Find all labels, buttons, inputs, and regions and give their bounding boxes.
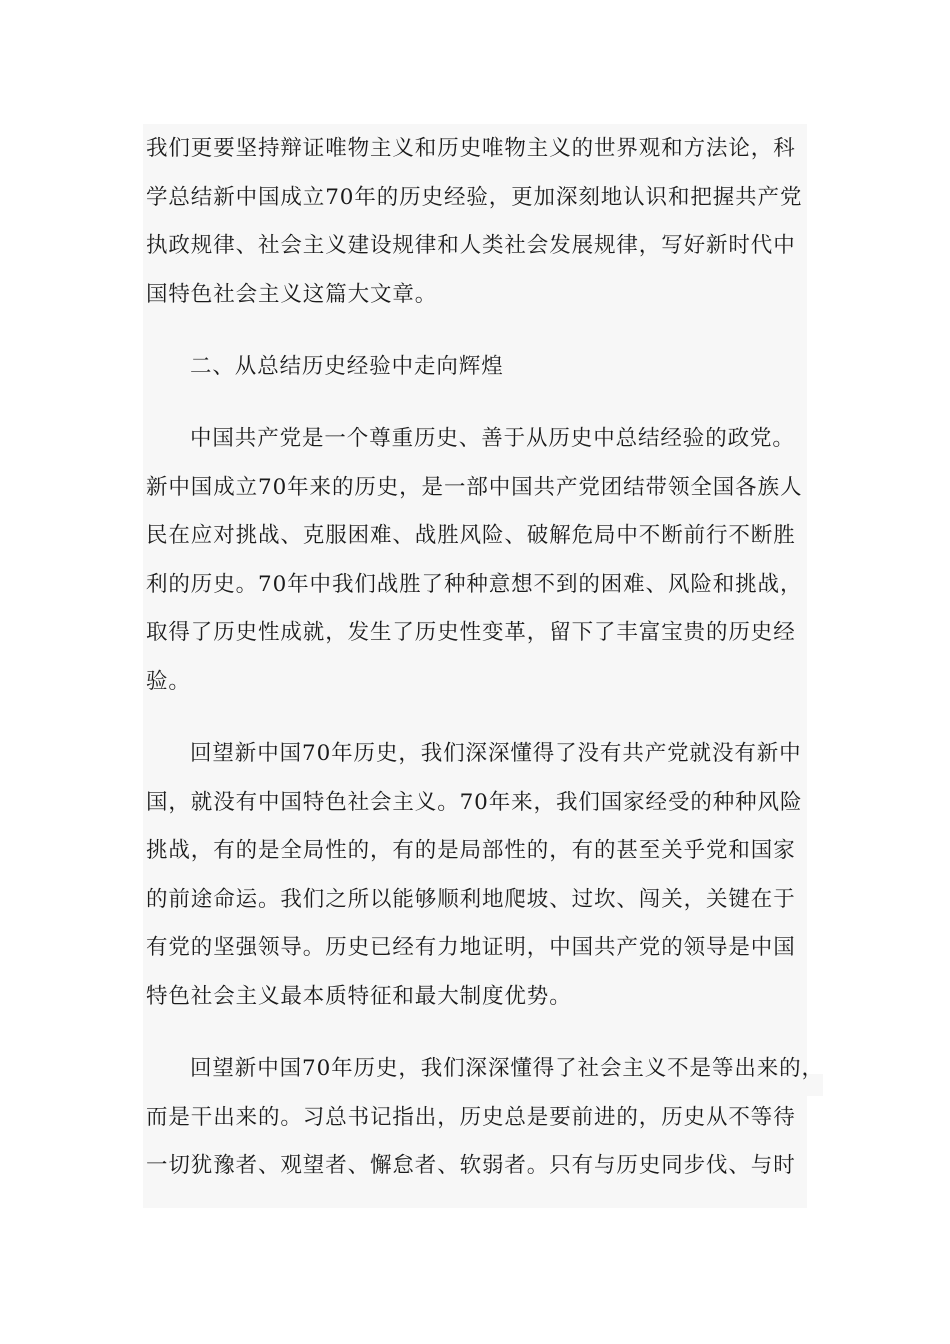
paragraph-gap <box>146 1022 802 1046</box>
text-line: 新中国成立70年来的历史，是一部中国共产党团结带领全国各族人 <box>146 474 803 500</box>
paragraph <box>146 1045 824 1191</box>
text-line: 中国共产党是一个尊重历史、善于从历史中总结经验的政党。 <box>190 425 795 451</box>
paragraph-gap <box>146 391 802 415</box>
paragraph-gap <box>146 707 802 731</box>
text-line: 国特色社会主义这篇大文章。 <box>146 281 438 307</box>
text-line: 验。 <box>146 668 191 694</box>
text-line: 挑战，有的是全局性的，有的是局部性的，有的甚至关乎党和国家 <box>146 838 796 864</box>
section-heading <box>146 343 802 392</box>
text-line: 取得了历史性成就，发生了历史性变革，留下了丰富宝贵的历史经 <box>146 620 796 646</box>
paragraph <box>146 415 802 707</box>
text-line: 执政规律、社会主义建设规律和人类社会发展规律，写好新时代中 <box>146 233 796 259</box>
text-line: 特色社会主义最本质特征和最大制度优势。 <box>146 984 572 1009</box>
text-line: 我们更要坚持辩证唯物主义和历史唯物主义的世界观和方法论，科 <box>146 136 796 161</box>
text-line: 的前途命运。我们之所以能够顺利地爬坡、过坎、闯关，关键在于 <box>146 886 796 912</box>
text-line: 国，就没有中国特色社会主义。70年来，我们国家经受的种种风险 <box>146 789 803 815</box>
paragraph-gap <box>146 319 802 343</box>
text-line: 而是干出来的。习总书记指出，历史总是要前进的，历史从不等待 <box>146 1104 796 1130</box>
text-line: 学总结新中国成立70年的历史经验，更加深刻地认识和把握共产党 <box>146 184 803 210</box>
text-line: 利的历史。70年中我们战胜了种种意想不到的困难、风险和挑战， <box>146 571 803 597</box>
text-line: 回望新中国70年历史，我们深深懂得了没有共产党就没有新中 <box>190 741 802 767</box>
text-line: 一切犹豫者、观望者、懈怠者、软弱者。只有与历史同步伐、与时 <box>146 1153 796 1179</box>
document-body <box>146 125 824 1191</box>
paragraph-continuation <box>146 125 802 319</box>
text-line: 民在应对挑战、克服困难、战胜风险、破解危局中不断前行不断胜 <box>146 523 796 549</box>
text-line: 回望新中国70年历史，我们深深懂得了社会主义不是等出来的， <box>190 1056 824 1082</box>
paragraph <box>146 730 802 1022</box>
heading-line: 二、从总结历史经验中走向辉煌 <box>190 353 504 379</box>
text-line: 有党的坚强领导。历史已经有力地证明，中国共产党的领导是中国 <box>146 935 796 961</box>
